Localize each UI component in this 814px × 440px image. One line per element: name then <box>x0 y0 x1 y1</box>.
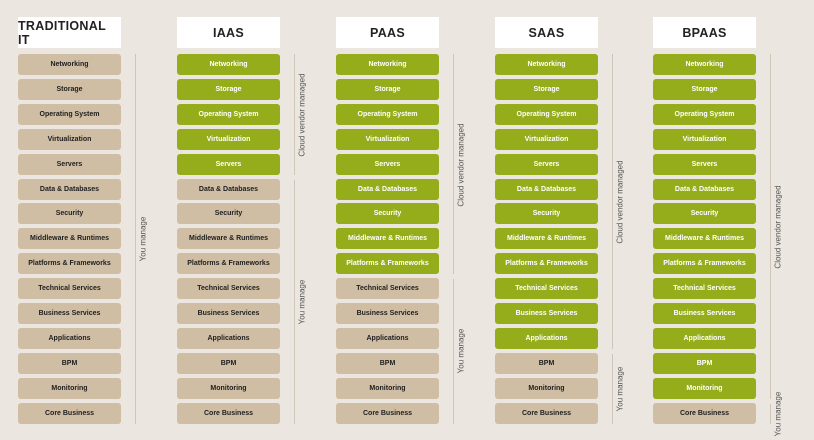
layer-cell: Applications <box>653 328 756 349</box>
layer-cell: Platforms & Frameworks <box>177 253 280 274</box>
layer-cell: Operating System <box>177 104 280 125</box>
layer-cell: Business Services <box>336 303 439 324</box>
layer-cell: Platforms & Frameworks <box>18 253 121 274</box>
layer-cell: Core Business <box>653 403 756 424</box>
layer-cell: Servers <box>177 154 280 175</box>
bracket-line <box>135 54 136 424</box>
layer-cell: BPM <box>495 353 598 374</box>
bracket-line <box>294 180 295 424</box>
layer-cell: Data & Databases <box>495 179 598 200</box>
layer-cell: Technical Services <box>18 278 121 299</box>
layer-cell: Security <box>336 203 439 224</box>
column-header-iaas: IAAS <box>177 17 280 48</box>
layer-cell: Monitoring <box>495 378 598 399</box>
layer-cell: Middleware & Runtimes <box>336 228 439 249</box>
layer-cell: Business Services <box>495 303 598 324</box>
column-header-bpaas: BPAAS <box>653 17 756 48</box>
layer-cell: Monitoring <box>177 378 280 399</box>
layer-cell: Security <box>495 203 598 224</box>
layer-cell: Technical Services <box>653 278 756 299</box>
layer-cell: Technical Services <box>495 278 598 299</box>
layer-cell: Data & Databases <box>336 179 439 200</box>
layer-cell: BPM <box>177 353 280 374</box>
layer-cell: Data & Databases <box>18 179 121 200</box>
vendor-managed-label: Cloud vendor managed <box>773 185 783 269</box>
layer-cell: BPM <box>653 353 756 374</box>
layer-cell: Monitoring <box>653 378 756 399</box>
layer-cell: BPM <box>336 353 439 374</box>
layer-cell: Data & Databases <box>653 179 756 200</box>
layer-cell: Applications <box>18 328 121 349</box>
layer-cell: Operating System <box>18 104 121 125</box>
bracket-line <box>770 54 771 399</box>
layer-cell: Applications <box>177 328 280 349</box>
vendor-managed-label: Cloud vendor managed <box>456 123 466 207</box>
bracket-line <box>612 354 613 424</box>
layer-cell: Core Business <box>495 403 598 424</box>
layer-cell: Monitoring <box>336 378 439 399</box>
layer-cell: Core Business <box>18 403 121 424</box>
layer-cell: Servers <box>653 154 756 175</box>
layer-cell: Operating System <box>336 104 439 125</box>
layer-cell: Storage <box>653 79 756 100</box>
layer-cell: Storage <box>18 79 121 100</box>
layer-cell: Business Services <box>653 303 756 324</box>
layer-cell: Operating System <box>495 104 598 125</box>
layer-cell: Networking <box>653 54 756 75</box>
layer-cell: Servers <box>18 154 121 175</box>
you-manage-label: You manage <box>615 366 625 412</box>
column-header-traditional-it: TRADITIONAL IT <box>18 17 121 48</box>
layer-cell: Middleware & Runtimes <box>18 228 121 249</box>
you-manage-label: You manage <box>138 216 148 262</box>
layer-cell: Networking <box>177 54 280 75</box>
layer-cell: Security <box>653 203 756 224</box>
bracket-line <box>453 279 454 424</box>
layer-cell: Operating System <box>653 104 756 125</box>
layer-cell: Servers <box>495 154 598 175</box>
bracket-line <box>453 54 454 274</box>
layer-cell: Virtualization <box>653 129 756 150</box>
layer-cell: Technical Services <box>336 278 439 299</box>
column-header-paas: PAAS <box>336 17 439 48</box>
layer-cell: Virtualization <box>336 129 439 150</box>
layer-cell: BPM <box>18 353 121 374</box>
layer-cell: Business Services <box>177 303 280 324</box>
layer-cell: Networking <box>336 54 439 75</box>
layer-cell: Technical Services <box>177 278 280 299</box>
vendor-managed-label: Cloud vendor managed <box>615 160 625 244</box>
layer-cell: Core Business <box>336 403 439 424</box>
layer-cell: Storage <box>336 79 439 100</box>
you-manage-label: You manage <box>456 329 466 374</box>
layer-cell: Virtualization <box>495 129 598 150</box>
bracket-line <box>612 54 613 349</box>
layer-cell: Core Business <box>177 403 280 424</box>
layer-cell: Platforms & Frameworks <box>336 253 439 274</box>
layer-cell: Networking <box>495 54 598 75</box>
layer-cell: Security <box>18 203 121 224</box>
layer-cell: Middleware & Runtimes <box>495 228 598 249</box>
you-manage-label: You manage <box>773 391 783 436</box>
you-manage-label: You manage <box>297 279 307 324</box>
layer-cell: Middleware & Runtimes <box>653 228 756 249</box>
layer-cell: Virtualization <box>18 129 121 150</box>
layer-cell: Applications <box>495 328 598 349</box>
layer-cell: Data & Databases <box>177 179 280 200</box>
column-iaas <box>177 0 280 440</box>
layer-cell: Servers <box>336 154 439 175</box>
layer-cell: Applications <box>336 328 439 349</box>
column-bpaas <box>653 0 756 440</box>
layer-cell: Middleware & Runtimes <box>177 228 280 249</box>
layer-cell: Networking <box>18 54 121 75</box>
layer-cell: Security <box>177 203 280 224</box>
column-saas <box>495 0 598 440</box>
layer-cell: Storage <box>177 79 280 100</box>
layer-cell: Monitoring <box>18 378 121 399</box>
column-header-saas: SAAS <box>495 17 598 48</box>
column-traditional-it <box>18 0 121 440</box>
layer-cell: Virtualization <box>177 129 280 150</box>
bracket-line <box>294 54 295 175</box>
layer-cell: Platforms & Frameworks <box>495 253 598 274</box>
column-paas <box>336 0 439 440</box>
layer-cell: Storage <box>495 79 598 100</box>
vendor-managed-label: Cloud vendor managed <box>297 73 307 157</box>
layer-cell: Business Services <box>18 303 121 324</box>
layer-cell: Platforms & Frameworks <box>653 253 756 274</box>
bracket-line <box>770 404 771 424</box>
